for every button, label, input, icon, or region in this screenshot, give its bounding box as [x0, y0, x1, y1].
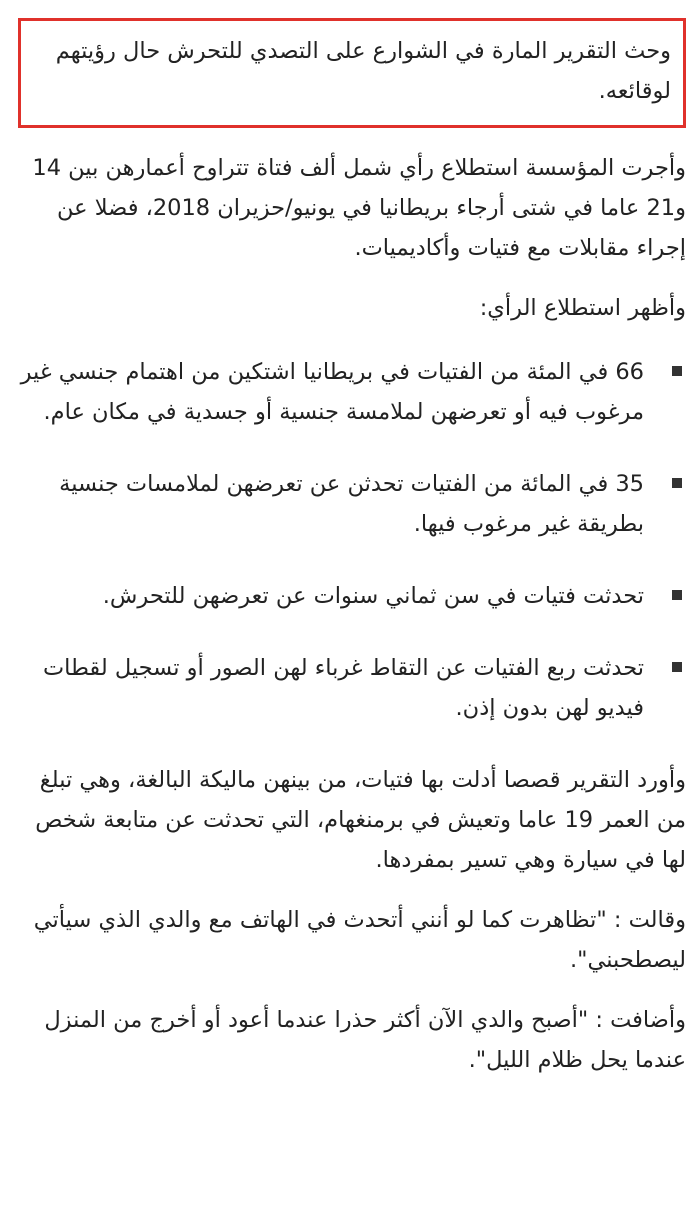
- survey-results-list: [18, 352, 686, 728]
- list-item-text: 66 في المئة من الفتيات في بريطانيا اشتكين من اهتمام جنسي غير مرغوب فيه أو تعرضهن لملامسة جنسية أو جسدية في مكان عام.: [20, 359, 644, 425]
- square-bullet-icon: [672, 590, 682, 600]
- list-item: [18, 576, 686, 616]
- quote-paragraph-1: وقالت : "تظاهرت كما لو أنني أتحدث في الهاتف مع والدي الذي سيأتي ليصطحبني".: [33, 907, 686, 973]
- story-paragraph: وأورد التقرير قصصا أدلت بها فتيات، من بينهن ماليكة البالغة، وهي تبلغ من العمر 19 عاما وتعيش في برمنغهام، التي تحدثت عن متابعة شخص لها في سيارة وهي تسير بمفردها.: [35, 767, 686, 873]
- survey-results-lead: وأظهر استطلاع الرأي:: [479, 295, 686, 321]
- square-bullet-icon: [672, 366, 682, 376]
- quote-paragraph-2: وأضافت : "أصبح والدي الآن أكثر حذرا عندما أعود أو أخرج من المنزل عندما يحل ظلام الليل".: [44, 1007, 686, 1073]
- article-body: [0, 18, 700, 1080]
- list-item: [18, 352, 686, 432]
- list-item-text: تحدثت فتيات في سن ثماني سنوات عن تعرضهن للتحرش.: [102, 583, 644, 609]
- list-item: [18, 464, 686, 544]
- survey-intro-paragraph: وأجرت المؤسسة استطلاع رأي شمل ألف فتاة تتراوح أعمارهن بين 14 و21 عاما في شتى أرجاء بريطانيا في يونيو/حزيران 2018، فضلا عن إجراء مقابلات مع فتيات وأكاديميات.: [32, 155, 686, 261]
- list-item-text: تحدثت ربع الفتيات عن التقاط غرباء لهن الصور أو تسجيل لقطات فيديو لهن بدون إذن.: [42, 655, 644, 721]
- list-item: [18, 648, 686, 728]
- highlighted-text: وحث التقرير المارة في الشوارع على التصدي للتحرش حال رؤيتهم لوقائعه.: [55, 38, 671, 104]
- square-bullet-icon: [672, 662, 682, 672]
- highlighted-paragraph: [18, 18, 686, 128]
- list-item-text: 35 في المائة من الفتيات تحدثن عن تعرضهن لملامسات جنسية بطريقة غير مرغوب فيها.: [59, 471, 644, 537]
- square-bullet-icon: [672, 478, 682, 488]
